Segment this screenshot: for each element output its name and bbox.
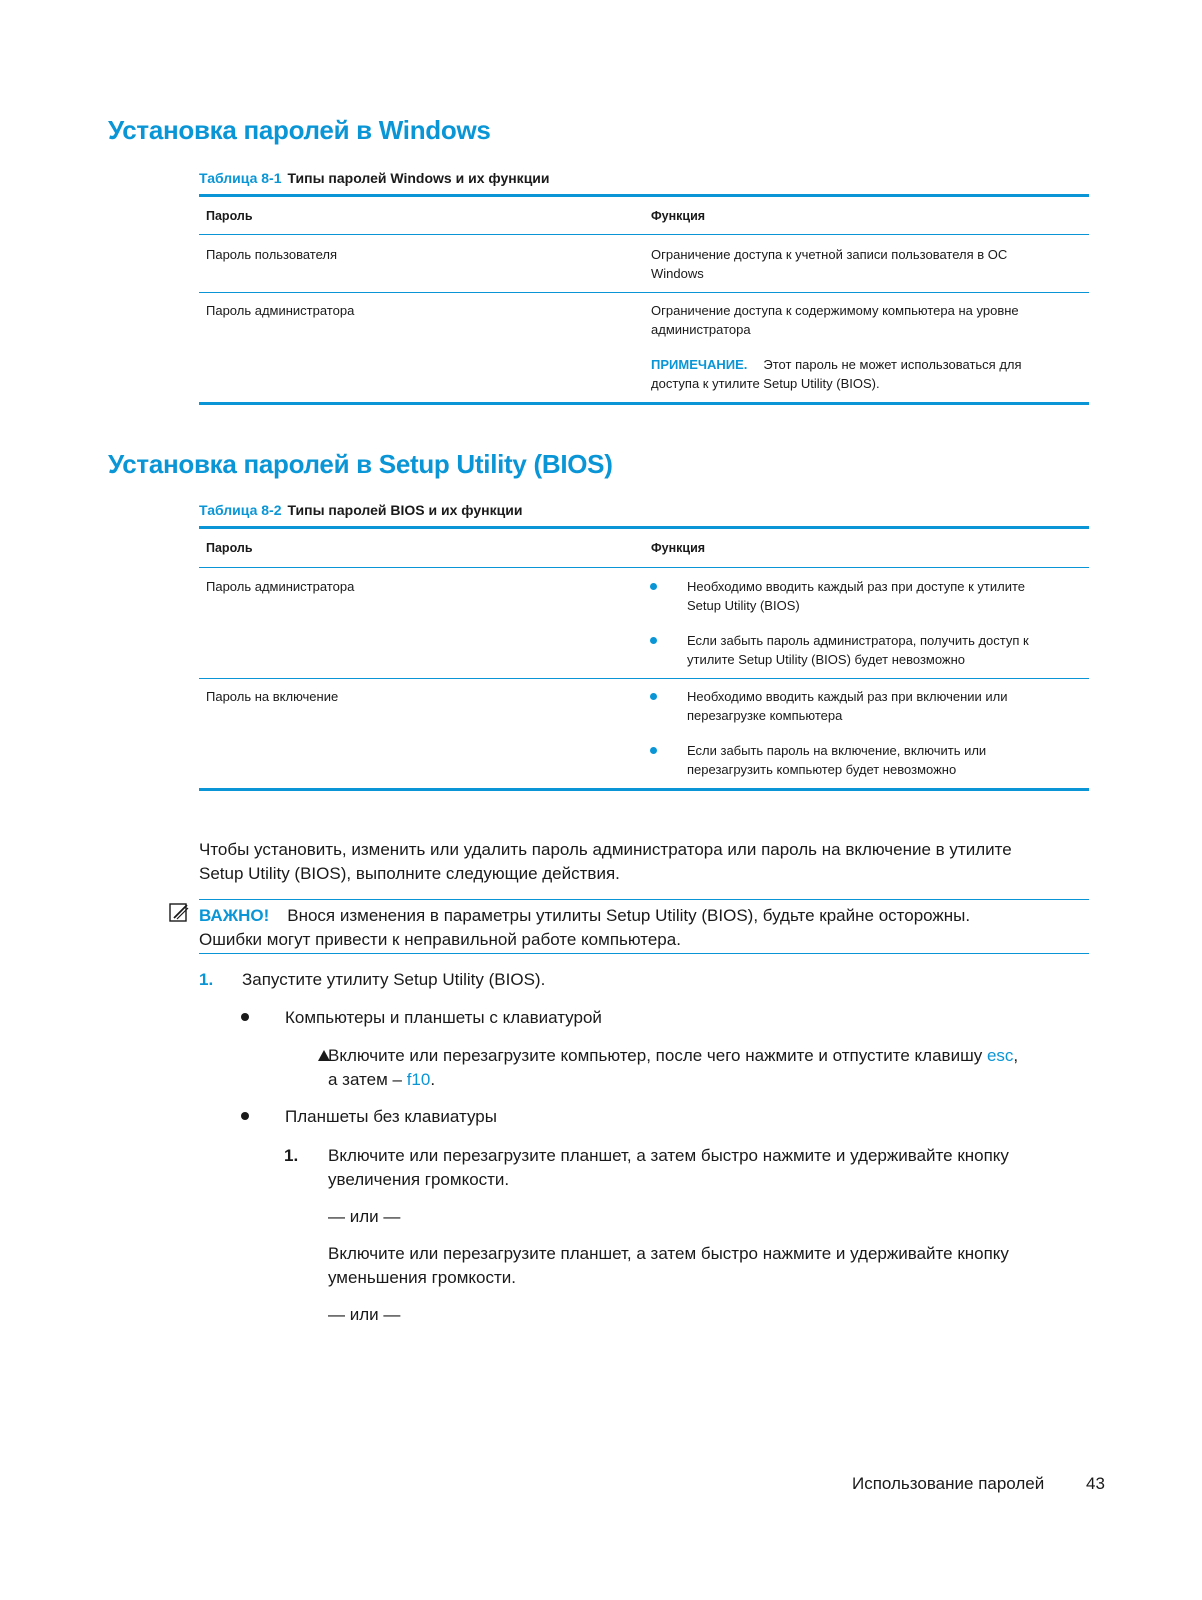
text-line: Setup Utility (BIOS), выполните следующие действия. — [199, 864, 620, 883]
text-line: Ограничение доступа к содержимому компьютера на уровне — [651, 303, 1019, 318]
table-header-rule — [199, 567, 1089, 568]
table-row-rule — [199, 292, 1089, 293]
table-bullet-text — [687, 577, 1025, 615]
text-line: Включите или перезагрузите планшет, а затем быстро нажмите и удерживайте кнопку — [328, 1244, 1009, 1263]
key-f10: f10 — [406, 1070, 431, 1089]
table-header-rule — [199, 234, 1089, 235]
sub-step-text — [328, 1144, 1009, 1192]
text-line: Необходимо вводить каждый раз при доступе к утилите — [687, 579, 1026, 594]
important-text: Внося изменения в параметры утилиты Setup Utility (BIOS), будьте крайне осторожны. — [287, 906, 971, 925]
text-line: уменьшения громкости. — [328, 1268, 516, 1287]
table-cell-function — [651, 301, 1019, 339]
table-caption-title: Типы паролей Windows и их функции — [287, 170, 550, 186]
bullet-tablets-text: Планшеты без клавиатуры — [285, 1107, 497, 1126]
table-bottom-rule — [199, 788, 1089, 791]
table-cell-password: Пароль на включение — [206, 689, 339, 704]
table-header-password: Пароль — [206, 541, 253, 555]
table-top-rule — [199, 526, 1089, 529]
note-text: Этот пароль не может использоваться для — [763, 357, 1022, 372]
text-segment: Включите или перезагрузите компьютер, после чего нажмите и отпустите клавишу — [328, 1046, 987, 1065]
table-header-function: Функция — [651, 209, 706, 223]
section-title-windows: Установка паролей в Windows — [108, 115, 491, 145]
table-caption-title: Типы паролей BIOS и их функции — [287, 502, 523, 518]
text-line: увеличения громкости. — [328, 1170, 510, 1189]
table-cell-password: Пароль администратора — [206, 579, 355, 594]
table-cell-function — [651, 245, 1007, 283]
key-esc: esc — [986, 1046, 1014, 1065]
table-bullet-text — [687, 687, 1008, 725]
bullet-icon — [650, 747, 657, 754]
table-caption-number: Таблица 8-2 — [199, 502, 282, 518]
important-bottom-rule — [199, 953, 1089, 954]
text-line: Необходимо вводить каждый раз при включении или — [687, 689, 1008, 704]
table-header-password: Пароль — [206, 209, 253, 223]
text-line: администратора — [651, 322, 751, 337]
table-row-rule — [199, 678, 1089, 679]
table-bullet-text — [687, 741, 986, 779]
alt-step-text — [328, 1242, 1009, 1290]
important-note — [199, 904, 970, 952]
intro-paragraph — [199, 838, 1012, 886]
text-line: Ограничение доступа к учетной записи пользователя в ОС — [651, 247, 1008, 262]
footer-section-name: Использование паролей — [852, 1474, 1045, 1493]
or-separator: — или — — [328, 1207, 401, 1226]
important-text: Ошибки могут привести к неправильной работе компьютера. — [199, 930, 681, 949]
important-top-rule — [199, 899, 1089, 900]
sub-step-number: 1. — [284, 1146, 299, 1165]
section-title-bios: Установка паролей в Setup Utility (BIOS) — [108, 449, 613, 479]
bullet-icon — [650, 637, 657, 644]
step-text: Запустите утилиту Setup Utility (BIOS). — [242, 970, 546, 989]
text-segment: а затем – — [328, 1070, 407, 1089]
important-pencil-icon — [169, 903, 189, 923]
step-number: 1. — [199, 970, 214, 989]
footer-page-number: 43 — [1086, 1474, 1105, 1493]
bullet-icon — [241, 1112, 249, 1120]
note-label: ПРИМЕЧАНИЕ. — [651, 357, 748, 372]
table-cell-password: Пароль пользователя — [206, 247, 338, 262]
text-line: перезагрузить компьютер будет невозможно — [687, 762, 957, 777]
text-line: перезагрузке компьютера — [687, 708, 843, 723]
bullet-icon — [241, 1013, 249, 1021]
important-label: ВАЖНО! — [199, 906, 270, 925]
text-line: Если забыть пароль на включение, включить или — [687, 743, 987, 758]
table-caption-number: Таблица 8-1 — [199, 170, 282, 186]
bullet-icon — [650, 693, 657, 700]
bullet-keyboard-text: Компьютеры и планшеты с клавиатурой — [285, 1008, 602, 1027]
table-bottom-rule — [199, 402, 1089, 405]
text-line: Включите или перезагрузите планшет, а затем быстро нажмите и удерживайте кнопку — [328, 1146, 1009, 1165]
text-segment: , — [1013, 1046, 1019, 1065]
table-caption-8-2 — [199, 502, 522, 518]
note — [651, 355, 1022, 393]
keyboard-instruction — [328, 1044, 1018, 1092]
table-top-rule — [199, 194, 1089, 197]
table-bullet-text — [687, 631, 1029, 669]
text-line: Если забыть пароль администратора, получить доступ к — [687, 633, 1029, 648]
text-line: утилите Setup Utility (BIOS) будет невозможно — [687, 652, 966, 667]
text-line: Чтобы установить, изменить или удалить пароль администратора или пароль на включение в утилите — [199, 840, 1012, 859]
or-separator: — или — — [328, 1305, 401, 1324]
note-text: доступа к утилите Setup Utility (BIOS). — [651, 376, 880, 391]
text-line: Windows — [651, 266, 704, 281]
table-cell-password: Пароль администратора — [206, 303, 355, 318]
text-segment: . — [430, 1070, 436, 1089]
table-header-function: Функция — [651, 541, 706, 555]
bullet-icon — [650, 583, 657, 590]
text-line: Setup Utility (BIOS) — [687, 598, 800, 613]
table-caption-8-1 — [199, 170, 550, 186]
